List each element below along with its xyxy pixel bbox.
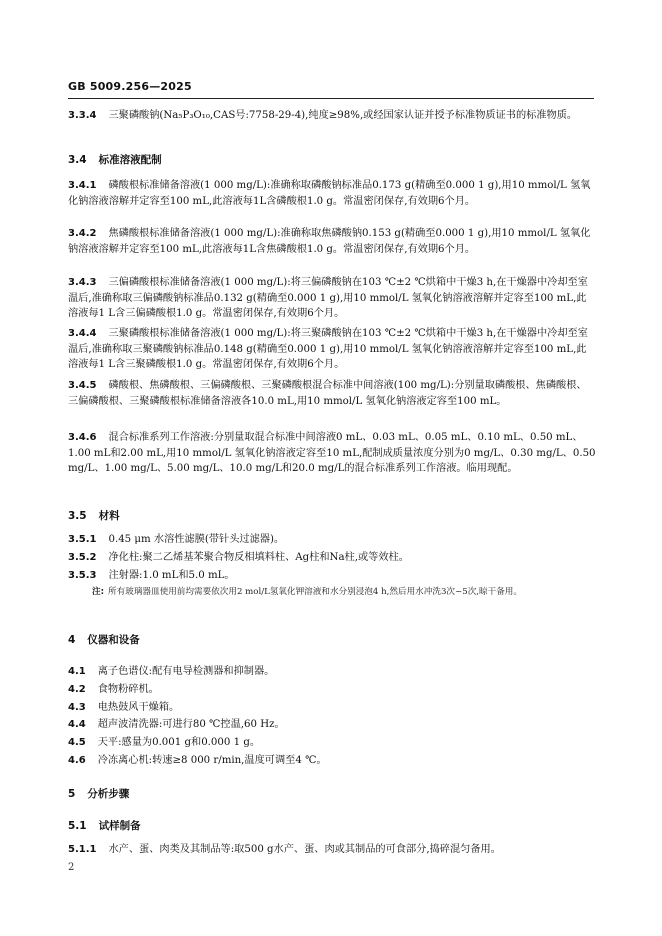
heading-number: 3.4 [68, 154, 87, 166]
heading-5 [68, 786, 129, 801]
clause-4-2 [68, 682, 596, 698]
heading-title: 分析步骤 [87, 788, 130, 800]
clause-number: 4.6 [68, 755, 86, 766]
clause-text: 磷酸根标准储备溶液(1 000 mg/L):准确称取磷酸钠标准品0.173 g(精确至0.000 1 g),用10 mmol/L 氢氧化钠溶液溶解并定容至100 mL,此溶液每1L含磷酸根1.0 g。常温密闭保存,有效期6个月。 [68, 180, 591, 207]
note [92, 585, 594, 599]
heading-3-4 [68, 152, 162, 167]
clause-text: 三聚磷酸根标准储备溶液(1 000 mg/L):将三聚磷酸钠在103 ℃±2 ℃烘箱中干燥3 h,在干燥器中冷却至室温后,准确称取三聚磷酸钠标准品0.148 g(精确至0.000 1 g),用10 mmol/L 氢氧化钠溶液溶解并定容至100 mL,此溶液每1 L含三聚磷酸根1.0 g。常温密闭保存,有效期6个月。 [68, 328, 588, 371]
heading-number: 4 [68, 634, 76, 646]
clause-3-4-3 [68, 275, 596, 322]
clause-text: 电热鼓风干燥箱。 [97, 702, 180, 713]
clause-3-4-4 [68, 326, 596, 373]
clause-number: 3.4.1 [68, 180, 97, 191]
clause-text: 0.45 μm 水溶性滤膜(带针头过滤器)。 [108, 534, 285, 545]
heading-title: 仪器和设备 [87, 634, 140, 646]
clause-number: 4.5 [68, 737, 86, 748]
heading-5-1 [68, 818, 141, 833]
standard-code: GB 5009.256—2025 [68, 80, 192, 93]
clause-number: 3.4.5 [68, 380, 97, 391]
clause-number: 4.1 [68, 666, 86, 677]
clause-4-6 [68, 753, 596, 769]
clause-3-4-1 [68, 178, 596, 209]
heading-title: 材料 [98, 510, 120, 522]
page-number: 2 [68, 862, 75, 873]
clause-3-5-2 [68, 550, 596, 566]
clause-4-3 [68, 700, 596, 716]
heading-4 [68, 632, 140, 647]
clause-text: 天平:感量为0.001 g和0.000 1 g。 [97, 737, 261, 748]
clause-text: 三聚磷酸钠(Na₅P₃O₁₀,CAS号:7758-29-4),纯度≥98%,或经国家认证并授予标准物质证书的标准物质。 [108, 110, 578, 121]
note-text: 所有玻璃器皿使用前均需要依次用2 mol/L氢氧化钾溶液和水分别浸泡4 h,然后用水冲洗3次~5次,晾干备用。 [108, 587, 522, 597]
clause-text: 净化柱:聚二乙烯基苯聚合物反相填料柱、Ag柱和Na柱,或等效柱。 [108, 552, 409, 563]
header-rule [68, 98, 594, 99]
clause-4-1 [68, 664, 596, 680]
clause-text: 食物粉碎机。 [97, 684, 159, 695]
clause-4-5 [68, 735, 596, 751]
clause-number: 3.5.2 [68, 552, 97, 563]
clause-3-3-4 [68, 108, 596, 124]
clause-number: 4.3 [68, 702, 86, 713]
clause-number: 3.5.3 [68, 570, 97, 581]
heading-title: 标准溶液配制 [98, 154, 162, 166]
clause-text: 离子色谱仪:配有电导检测器和抑制器。 [97, 666, 275, 677]
heading-number: 5.1 [68, 820, 87, 832]
clause-text: 水产、蛋、肉类及其制品等:取500 g水产、蛋、肉或其制品的可食部分,捣碎混匀备用。 [108, 844, 501, 855]
clause-number: 4.4 [68, 719, 86, 730]
heading-number: 3.5 [68, 510, 87, 522]
clause-3-4-6 [68, 430, 596, 477]
heading-3-5 [68, 508, 120, 523]
clause-number: 3.4.3 [68, 277, 97, 288]
clause-3-5-3 [68, 568, 596, 584]
clause-text: 焦磷酸根标准储备溶液(1 000 mg/L):准确称取焦磷酸钠0.153 g(精确至0.000 1 g),用10 mmol/L 氢氧化钠溶液溶解并定容至100 mL,此溶液每1L含焦磷酸根1.0 g。常温密闭保存,有效期6个月。 [68, 228, 591, 255]
clause-text: 注射器:1.0 mL和5.0 mL。 [108, 570, 235, 581]
clause-text: 超声波清洗器:可进行80 ℃控温,60 Hz。 [97, 719, 285, 730]
clause-3-5-1 [68, 532, 596, 548]
clause-text: 混合标准系列工作溶液:分别量取混合标准中间溶液0 mL、0.03 mL、0.05 mL、0.10 mL、0.50 mL、1.00 mL和2.00 mL,用10 mmol/L 氢氧化钠溶液定容至10 mL,配制成质量浓度分别为0 mg/L、0.30 mg/L、0.50 mg/L、1.00 mg/L、5.00 mg/L、10.0 mg/L和20.0 mg/L的混合标准系列工作溶液。临用现配。 [68, 432, 596, 475]
clause-3-4-2 [68, 226, 596, 257]
clause-number: 3.3.4 [68, 110, 97, 121]
clause-3-4-5 [68, 378, 596, 409]
clause-number: 3.4.6 [68, 432, 97, 443]
clause-text: 三偏磷酸根标准储备溶液(1 000 mg/L):将三偏磷酸钠在103 ℃±2 ℃烘箱中干燥3 h,在干燥器中冷却至室温后,准确称取三偏磷酸钠标准品0.132 g(精确至0.000 1 g),用10 mmol/L 氢氧化钠溶液溶解并定容至100 mL,此溶液每1 L含三偏磷酸根1.0 g。常温密闭保存,有效期6个月。 [68, 277, 588, 320]
heading-title: 试样制备 [98, 820, 141, 832]
clause-number: 3.4.4 [68, 328, 97, 339]
heading-number: 5 [68, 788, 76, 800]
clause-number: 3.4.2 [68, 228, 97, 239]
clause-number: 5.1.1 [68, 844, 97, 855]
clause-5-1-1 [68, 842, 596, 858]
clause-number: 4.2 [68, 684, 86, 695]
note-label: 注: [92, 587, 105, 597]
clause-4-4 [68, 717, 596, 733]
clause-text: 冷冻离心机:转速≥8 000 r/min,温度可调至4 ℃。 [97, 755, 327, 766]
clause-text: 磷酸根、焦磷酸根、三偏磷酸根、三聚磷酸根混合标准中间溶液(100 mg/L):分别量取磷酸根、焦磷酸根、三偏磷酸根、三聚磷酸根标准储备溶液各10.0 mL,用10 mmol/L 氢氧化钠溶液定容至100 mL。 [68, 380, 587, 407]
clause-number: 3.5.1 [68, 534, 97, 545]
